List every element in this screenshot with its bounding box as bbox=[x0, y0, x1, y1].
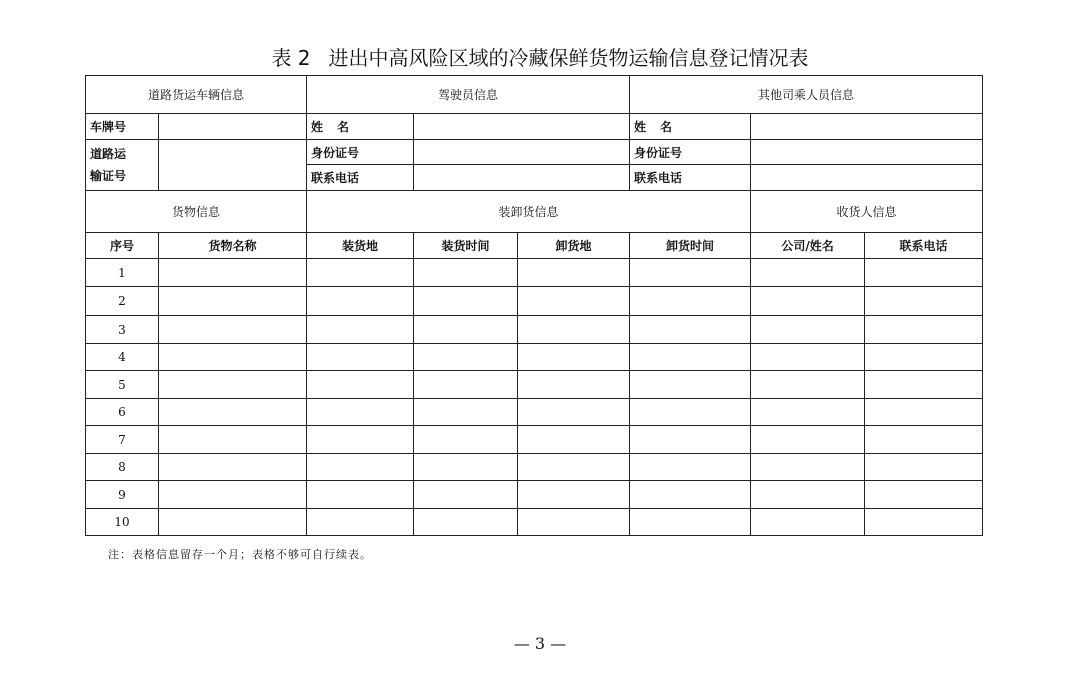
cell-load-place[interactable] bbox=[307, 344, 414, 371]
label-permit-line2: 输证号 bbox=[90, 169, 127, 183]
table-row bbox=[86, 481, 983, 509]
cell-load-place[interactable] bbox=[307, 509, 414, 536]
field-crew-id[interactable] bbox=[751, 140, 983, 165]
cell-load-time[interactable] bbox=[414, 426, 518, 454]
cell-goods-name[interactable] bbox=[159, 426, 307, 454]
cell-unload-place[interactable] bbox=[518, 426, 630, 454]
row-index: 1 bbox=[86, 259, 159, 287]
cell-load-time[interactable] bbox=[414, 399, 518, 426]
field-crew-name[interactable] bbox=[751, 114, 983, 140]
page-title bbox=[0, 44, 1080, 72]
cell-load-time[interactable] bbox=[414, 509, 518, 536]
cell-goods-name[interactable] bbox=[159, 454, 307, 481]
cell-unload-place[interactable] bbox=[518, 316, 630, 344]
cell-unload-place[interactable] bbox=[518, 371, 630, 399]
cell-goods-name[interactable] bbox=[159, 316, 307, 344]
label-permit-line1: 道路运 bbox=[90, 147, 127, 161]
cell-load-place[interactable] bbox=[307, 371, 414, 399]
col-load-time: 装货时间 bbox=[414, 233, 518, 259]
cell-contact-phone[interactable] bbox=[865, 481, 983, 509]
cell-contact-phone[interactable] bbox=[865, 426, 983, 454]
info-row-1 bbox=[86, 114, 983, 140]
cell-goods-name[interactable] bbox=[159, 481, 307, 509]
footnote: 注：表格信息留存一个月；表格不够可自行续表。 bbox=[108, 548, 372, 561]
cell-unload-place[interactable] bbox=[518, 344, 630, 371]
label-crew-name-cell bbox=[630, 114, 751, 140]
cell-load-place[interactable] bbox=[307, 481, 414, 509]
cell-load-place[interactable] bbox=[307, 399, 414, 426]
cell-contact-phone[interactable] bbox=[865, 316, 983, 344]
cell-goods-name[interactable] bbox=[159, 509, 307, 536]
row-index: 3 bbox=[86, 316, 159, 344]
label-driver-name-cell bbox=[307, 114, 414, 140]
row-index: 2 bbox=[86, 287, 159, 316]
section-crew: 其他司乘人员信息 bbox=[630, 76, 983, 114]
label-driver-phone: 联系电话 bbox=[307, 165, 414, 191]
row-index: 4 bbox=[86, 344, 159, 371]
field-driver-id[interactable] bbox=[414, 140, 630, 165]
field-driver-phone[interactable] bbox=[414, 165, 630, 191]
table-row bbox=[86, 287, 983, 316]
cell-load-place[interactable] bbox=[307, 287, 414, 316]
cell-load-time[interactable] bbox=[414, 344, 518, 371]
cell-unload-time[interactable] bbox=[630, 344, 751, 371]
row-index: 7 bbox=[86, 426, 159, 454]
section-driver: 驾驶员信息 bbox=[307, 76, 630, 114]
table-number: 表 2 bbox=[271, 46, 311, 70]
row-index: 6 bbox=[86, 399, 159, 426]
field-plate[interactable] bbox=[159, 114, 307, 140]
row-index: 9 bbox=[86, 481, 159, 509]
col-unload-place: 卸货地 bbox=[518, 233, 630, 259]
cell-unload-time[interactable] bbox=[630, 454, 751, 481]
cell-company-name[interactable] bbox=[751, 316, 865, 344]
cell-load-time[interactable] bbox=[414, 481, 518, 509]
table-row bbox=[86, 371, 983, 399]
label-crew-name: 姓名 bbox=[634, 120, 687, 134]
section-vehicle: 道路货运车辆信息 bbox=[86, 76, 307, 114]
cell-company-name[interactable] bbox=[751, 454, 865, 481]
cell-load-time[interactable] bbox=[414, 316, 518, 344]
label-driver-name: 姓名 bbox=[311, 120, 364, 134]
cell-company-name[interactable] bbox=[751, 426, 865, 454]
cell-goods-name[interactable] bbox=[159, 344, 307, 371]
cell-company-name[interactable] bbox=[751, 344, 865, 371]
col-contact-phone: 联系电话 bbox=[865, 233, 983, 259]
cell-unload-time[interactable] bbox=[630, 371, 751, 399]
cell-goods-name[interactable] bbox=[159, 371, 307, 399]
table-row bbox=[86, 509, 983, 536]
cell-company-name[interactable] bbox=[751, 371, 865, 399]
cell-contact-phone[interactable] bbox=[865, 454, 983, 481]
section-header-row bbox=[86, 76, 983, 114]
table-title: 进出中高风险区域的冷藏保鲜货物运输信息登记情况表 bbox=[328, 46, 809, 70]
label-crew-phone: 联系电话 bbox=[630, 165, 751, 191]
info-row-2 bbox=[86, 140, 983, 165]
cell-load-place[interactable] bbox=[307, 454, 414, 481]
label-plate: 车牌号 bbox=[86, 114, 159, 140]
cell-load-place[interactable] bbox=[307, 426, 414, 454]
registration-table bbox=[85, 75, 983, 536]
col-load-place: 装货地 bbox=[307, 233, 414, 259]
cell-goods-name[interactable] bbox=[159, 259, 307, 287]
cell-load-time[interactable] bbox=[414, 454, 518, 481]
data-rows bbox=[86, 259, 983, 536]
cell-load-place[interactable] bbox=[307, 316, 414, 344]
cell-unload-place[interactable] bbox=[518, 259, 630, 287]
table-row bbox=[86, 316, 983, 344]
cell-contact-phone[interactable] bbox=[865, 287, 983, 316]
cell-unload-place[interactable] bbox=[518, 481, 630, 509]
cell-unload-time[interactable] bbox=[630, 259, 751, 287]
cell-unload-time[interactable] bbox=[630, 287, 751, 316]
cell-contact-phone[interactable] bbox=[865, 399, 983, 426]
cell-company-name[interactable] bbox=[751, 259, 865, 287]
page-number: — 3 — bbox=[513, 634, 567, 653]
cell-contact-phone[interactable] bbox=[865, 259, 983, 287]
table-row bbox=[86, 259, 983, 287]
cell-goods-name[interactable] bbox=[159, 287, 307, 316]
cell-load-time[interactable] bbox=[414, 371, 518, 399]
column-header-row bbox=[86, 233, 983, 259]
cell-unload-time[interactable] bbox=[630, 426, 751, 454]
row-index: 10 bbox=[86, 509, 159, 536]
cell-unload-time[interactable] bbox=[630, 509, 751, 536]
table-row bbox=[86, 399, 983, 426]
cell-company-name[interactable] bbox=[751, 287, 865, 316]
cell-unload-time[interactable] bbox=[630, 316, 751, 344]
cell-load-time[interactable] bbox=[414, 287, 518, 316]
cell-unload-time[interactable] bbox=[630, 399, 751, 426]
cell-unload-place[interactable] bbox=[518, 509, 630, 536]
cell-load-time[interactable] bbox=[414, 259, 518, 287]
label-crew-id: 身份证号 bbox=[630, 140, 751, 165]
field-driver-name[interactable] bbox=[414, 114, 630, 140]
field-crew-phone[interactable] bbox=[751, 165, 983, 191]
section-loading: 装卸货信息 bbox=[307, 191, 751, 233]
cell-unload-time[interactable] bbox=[630, 481, 751, 509]
cell-company-name[interactable] bbox=[751, 399, 865, 426]
label-permit bbox=[86, 140, 159, 191]
cell-company-name[interactable] bbox=[751, 509, 865, 536]
section-goods: 货物信息 bbox=[86, 191, 307, 233]
cell-unload-place[interactable] bbox=[518, 287, 630, 316]
col-company-name: 公司/姓名 bbox=[751, 233, 865, 259]
section-header-row-2 bbox=[86, 191, 983, 233]
cell-unload-place[interactable] bbox=[518, 399, 630, 426]
col-goods-name: 货物名称 bbox=[159, 233, 307, 259]
row-index: 8 bbox=[86, 454, 159, 481]
section-consignee: 收货人信息 bbox=[751, 191, 983, 233]
table-row bbox=[86, 454, 983, 481]
label-driver-id: 身份证号 bbox=[307, 140, 414, 165]
table-row bbox=[86, 426, 983, 454]
cell-company-name[interactable] bbox=[751, 481, 865, 509]
col-seq: 序号 bbox=[86, 233, 159, 259]
cell-goods-name[interactable] bbox=[159, 399, 307, 426]
table-row bbox=[86, 344, 983, 371]
cell-load-place[interactable] bbox=[307, 259, 414, 287]
field-permit[interactable] bbox=[159, 140, 307, 191]
cell-contact-phone[interactable] bbox=[865, 509, 983, 536]
cell-unload-place[interactable] bbox=[518, 454, 630, 481]
row-index: 5 bbox=[86, 371, 159, 399]
col-unload-time: 卸货时间 bbox=[630, 233, 751, 259]
cell-contact-phone[interactable] bbox=[865, 344, 983, 371]
cell-contact-phone[interactable] bbox=[865, 371, 983, 399]
